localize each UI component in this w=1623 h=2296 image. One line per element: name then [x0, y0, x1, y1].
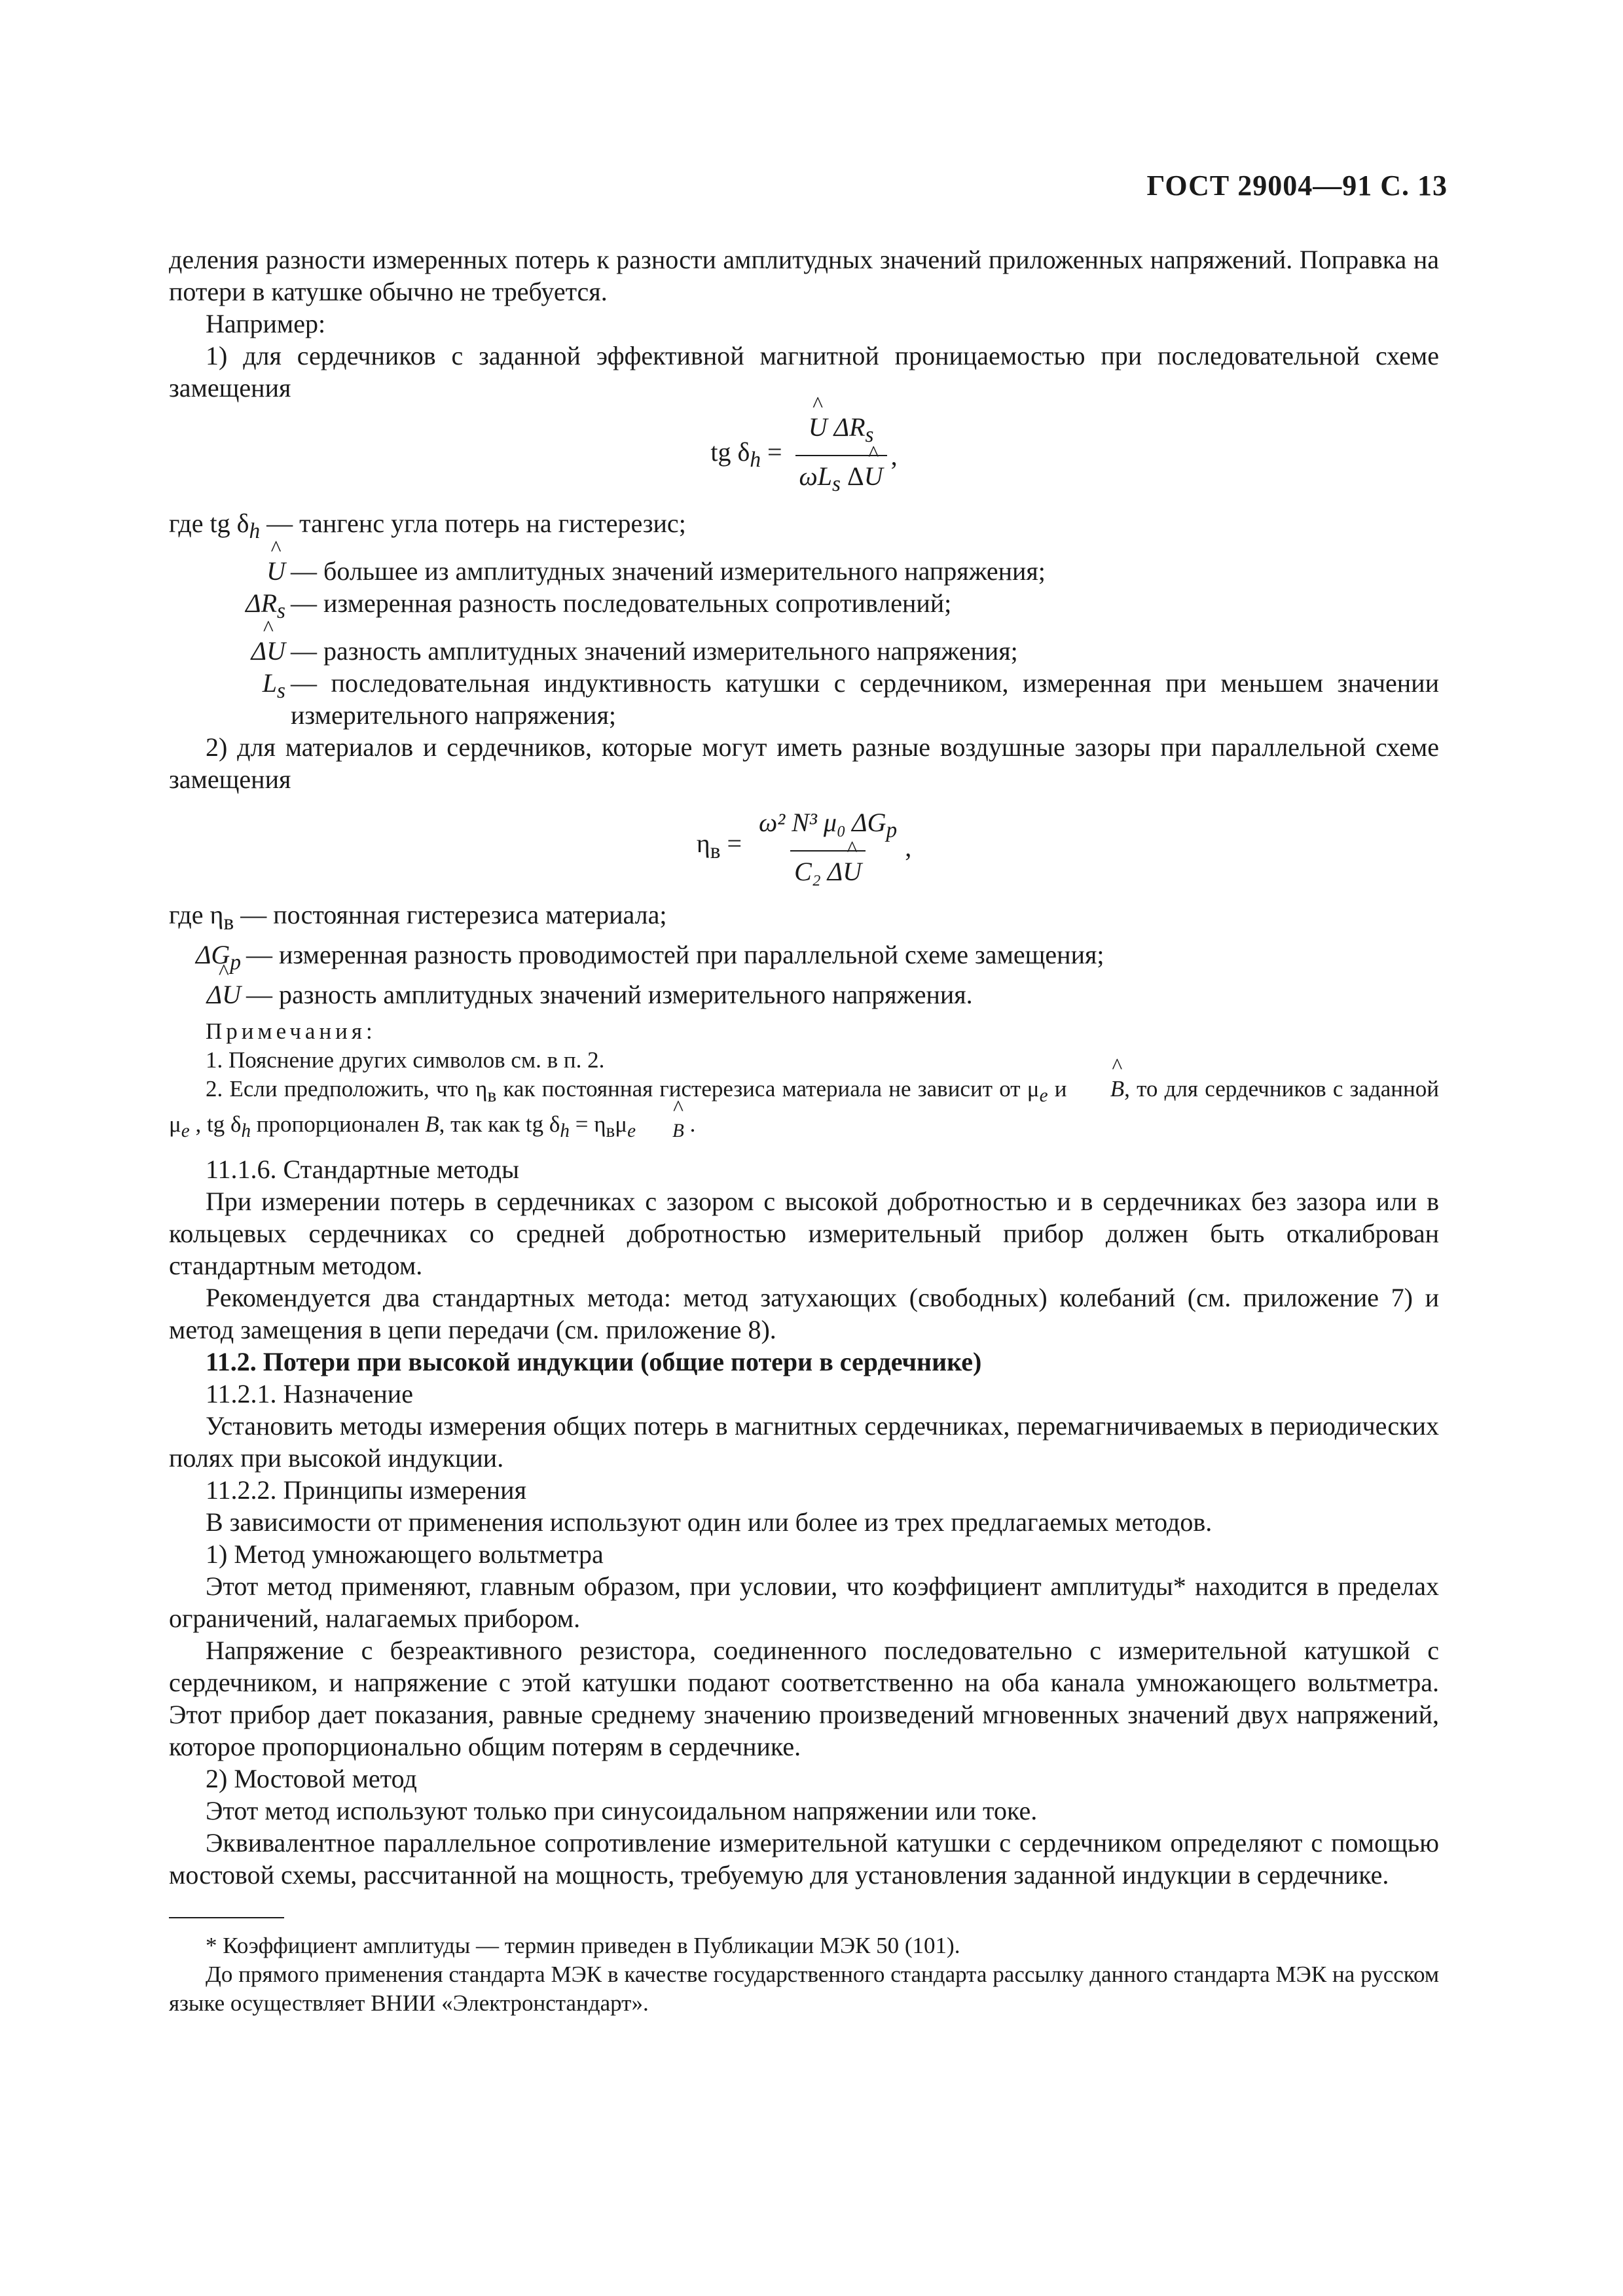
paragraph: В зависимости от применения используют один или более из трех предлагаемых методов.	[206, 1507, 1213, 1537]
paragraph: Рекомендуется два стандартных метода: метод затухающих (свободных) колебаний (см. приложение 7) и метод замещения в цепи передачи (см. приложение 8).	[169, 1283, 1439, 1344]
note-item: 1. Пояснение других символов см. в п. 2.	[206, 1047, 605, 1073]
paragraph: Например:	[206, 309, 326, 338]
paragraph: 2) Мостовой метод	[206, 1764, 417, 1793]
page-header: ГОСТ 29004—91 С. 13	[1146, 170, 1448, 202]
notes-block	[169, 1017, 1439, 1145]
formula-tg-delta: tg $\delta_h$ = ^ $\frac{U \Delta R_s}{\omega L_s \Delta\^{} U}$ ,	[169, 406, 1439, 505]
where-line: где $\eta_в$ — постоянная гистерезиса материала;	[169, 900, 667, 935]
definitions-1	[169, 555, 1439, 731]
definition-item: $\Delta G_p$ — измеренная разность проводимостей при параллельной схеме замещения;	[195, 940, 1104, 975]
definition-item: ^ ΔU — разность амплитудных значений измерительного напряжения;	[169, 635, 1439, 667]
section-heading: 11.2.2. Принципы измерения	[206, 1475, 526, 1505]
fraction: ^ $\frac{U \Delta R_s}{\omega L_s \Delta\^{} U}$	[795, 411, 887, 500]
paragraph: 1) Метод умножающего вольтметра	[206, 1539, 604, 1569]
paragraph: Этот метод применяют, главным образом, при условии, что коэффициент амплитуды* находится в пределах ограничений, налагаемых прибором.	[169, 1571, 1439, 1633]
section-heading: 11.2.1. Назначение	[206, 1379, 413, 1408]
formula-eta: $\eta_в$ = $\frac{\omega^2 N^3 \mu_0 \Delta G_p}{\text{C₂ Δ\textasciicircum{} U}}$ ,	[169, 798, 1439, 896]
page-content	[169, 243, 1439, 2018]
definition-item: $L_s$ — последовательная индуктивность катушки с сердечником, измеренная при меньшем значении измерительного напряжения;	[262, 668, 1439, 730]
footnote-divider	[169, 1917, 284, 1918]
paragraph: 2) для материалов и сердечников, которые могут иметь разные воздушные зазоры при параллельной схеме замещения	[169, 732, 1439, 794]
paragraph: Эквивалентное параллельное сопротивление измерительной катушки с сердечником определяют с помощью мостовой схемы, рассчитанной на мощность, требуемую для установления заданной индукции в сердечнике.	[169, 1828, 1439, 1890]
paragraph: При измерении потерь в сердечниках с зазором с высокой добротностью и в сердечниках без зазора или в кольцевых сердечниках со средней добротностью измерительный прибор должен быть откалиброван стандартным методом.	[169, 1187, 1439, 1280]
definition-item: $\Delta R_s$ — измеренная разность последовательных сопротивлений;	[246, 588, 952, 623]
definition-item: ^ ΔU — разность амплитудных значений измерительного напряжения.	[169, 978, 1439, 1011]
note-item: 2. Если предположить, что $\eta_в$ как постоянная гистерезиса материала не зависит от $\mu_e$ и ^ B, то для сердечников с заданной $\mu_e$ , tg $\delta_h$ пропорционален B, так как tg $\delta_h = \eta_в\mu_{e\^{} B}$ .	[169, 1075, 1439, 1145]
paragraph: Установить методы измерения общих потерь в магнитных сердечниках, перемагничиваемых в периодических полях при высокой индукции.	[169, 1411, 1439, 1473]
section-heading-bold: 11.2. Потери при высокой индукции (общие потери в сердечнике)	[206, 1347, 982, 1376]
footnote: * Коэффициент амплитуды — термин приведен в Публикации МЭК 50 (101).	[206, 1933, 960, 1958]
section-heading: 11.1.6. Стандартные методы	[206, 1155, 519, 1184]
paragraph: 1) для сердечников с заданной эффективной магнитной проницаемостью при последовательной схеме замещения	[169, 341, 1439, 403]
definitions-2	[169, 939, 1439, 1011]
fraction: $\frac{\omega^2 N^3 \mu_0 \Delta G_p}{\text{C₂ Δ\textasciicircum{} U}}$	[755, 806, 901, 888]
notes-title: Примечания:	[206, 1018, 376, 1044]
paragraph: Этот метод используют только при синусоидальном напряжении или токе.	[206, 1796, 1038, 1825]
where-line: где tg $\delta_h$ — тангенс угла потерь на гистерезис;	[169, 509, 686, 543]
paragraph: Напряжение с безреактивного резистора, соединенного последовательно с измерительной катушкой с сердечником, и напряжение с этой катушки подают соответственно на оба канала умножающего вольтметра. Этот прибор дает показания, равные среднему значению произведений мгновенных значений двух напряжений, которое пропорционально общим потерям в сердечнике.	[169, 1636, 1439, 1761]
paragraph: деления разности измеренных потерь к разности амплитудных значений приложенных напряжений. Поправка на потери в катушке обычно не требуется.	[169, 245, 1439, 306]
footnote: До прямого применения стандарта МЭК в качестве государственного стандарта рассылку данного стандарта МЭК на русском языке осуществляет ВНИИ «Электронстандарт».	[169, 1962, 1439, 2016]
definition-item: ^ U — большее из амплитудных значений измерительного напряжения;	[169, 555, 1439, 587]
